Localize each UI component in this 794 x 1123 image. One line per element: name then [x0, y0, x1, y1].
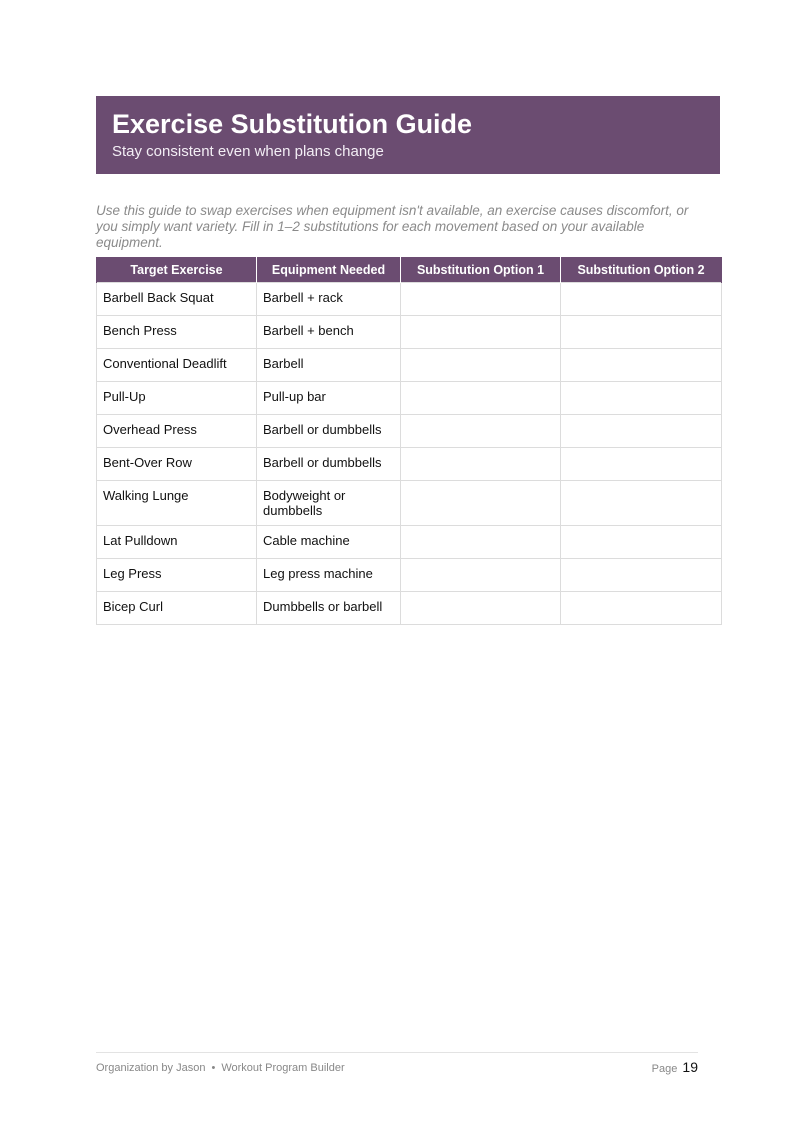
equipment-cell: Cable machine — [257, 526, 401, 559]
substitution-option-2-cell[interactable] — [561, 415, 722, 448]
exercise-cell: Bicep Curl — [97, 592, 257, 625]
page-indicator — [652, 1059, 698, 1075]
exercise-cell: Leg Press — [97, 559, 257, 592]
table-header-row — [97, 257, 722, 283]
substitution-option-2-cell[interactable] — [561, 559, 722, 592]
footer-author: Organization by Jason — [96, 1062, 206, 1074]
substitution-option-2-cell[interactable] — [561, 448, 722, 481]
table-row — [97, 559, 722, 592]
equipment-cell: Barbell or dumbbells — [257, 448, 401, 481]
substitution-option-1-cell[interactable] — [401, 559, 561, 592]
table-row — [97, 481, 722, 526]
footer-separator: • — [211, 1062, 216, 1074]
table-row — [97, 349, 722, 382]
substitution-option-1-cell[interactable] — [401, 349, 561, 382]
column-header-target-exercise: Target Exercise — [97, 257, 257, 283]
substitution-option-1-cell[interactable] — [401, 283, 561, 316]
exercise-cell: Barbell Back Squat — [97, 283, 257, 316]
equipment-cell: Barbell + rack — [257, 283, 401, 316]
page-title: Exercise Substitution Guide — [112, 109, 473, 139]
substitution-option-1-cell[interactable] — [401, 448, 561, 481]
substitution-option-2-cell[interactable] — [561, 283, 722, 316]
table-row — [97, 592, 722, 625]
column-header-equipment-needed: Equipment Needed — [257, 257, 401, 283]
exercise-cell: Pull-Up — [97, 382, 257, 415]
table-row — [97, 283, 722, 316]
table-row — [97, 526, 722, 559]
exercise-cell: Lat Pulldown — [97, 526, 257, 559]
table-row — [97, 316, 722, 349]
substitution-option-1-cell[interactable] — [401, 316, 561, 349]
page-label: Page — [651, 1063, 678, 1075]
equipment-cell: Leg press machine — [257, 559, 401, 592]
equipment-cell: Bodyweight or dumbbells — [257, 481, 401, 526]
equipment-cell: Barbell or dumbbells — [257, 415, 401, 448]
footer-credit — [96, 1062, 345, 1074]
intro-text: Use this guide to swap exercises when equipment isn't available, an exercise causes discomfort, or you simply want variety. Fill in 1–2 substitutions for each movement based on your available equipment. — [96, 203, 689, 250]
substitution-table — [96, 257, 722, 625]
substitution-option-2-cell[interactable] — [561, 316, 722, 349]
page-subtitle: Stay consistent even when plans change — [112, 143, 384, 160]
exercise-cell: Overhead Press — [97, 415, 257, 448]
substitution-option-2-cell[interactable] — [561, 481, 722, 526]
substitution-option-2-cell[interactable] — [561, 349, 722, 382]
table-row — [97, 415, 722, 448]
equipment-cell: Barbell — [257, 349, 401, 382]
column-header-substitution-option-2: Substitution Option 2 — [561, 257, 722, 283]
equipment-cell: Barbell + bench — [257, 316, 401, 349]
substitution-option-2-cell[interactable] — [561, 526, 722, 559]
substitution-option-1-cell[interactable] — [401, 592, 561, 625]
substitution-option-1-cell[interactable] — [401, 526, 561, 559]
substitution-option-2-cell[interactable] — [561, 592, 722, 625]
page-number: 19 — [682, 1059, 698, 1075]
column-header-substitution-option-1: Substitution Option 1 — [401, 257, 561, 283]
footer-product: Workout Program Builder — [221, 1062, 345, 1074]
equipment-cell: Pull-up bar — [257, 382, 401, 415]
substitution-option-1-cell[interactable] — [401, 382, 561, 415]
exercise-cell: Walking Lunge — [97, 481, 257, 526]
exercise-cell: Bent-Over Row — [97, 448, 257, 481]
substitution-option-2-cell[interactable] — [561, 382, 722, 415]
title-banner — [96, 96, 720, 174]
table-row — [97, 382, 722, 415]
exercise-cell: Conventional Deadlift — [97, 349, 257, 382]
exercise-cell: Bench Press — [97, 316, 257, 349]
footer-divider — [96, 1052, 698, 1053]
equipment-cell: Dumbbells or barbell — [257, 592, 401, 625]
table-row — [97, 448, 722, 481]
substitution-option-1-cell[interactable] — [401, 415, 561, 448]
substitution-option-1-cell[interactable] — [401, 481, 561, 526]
